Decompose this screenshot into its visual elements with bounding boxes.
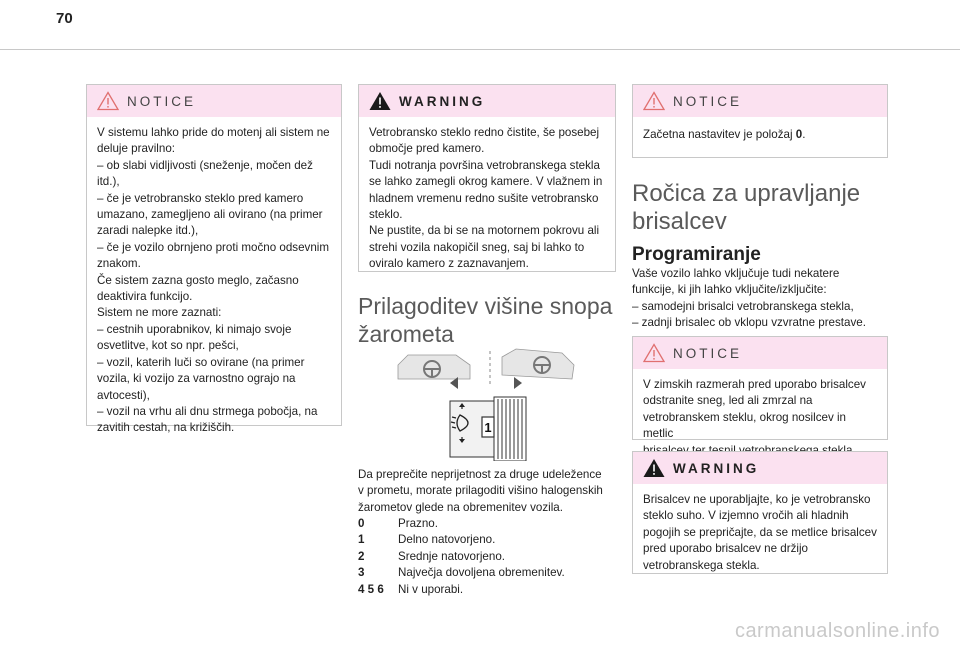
text-line: pred uporabo brisalcev ne držijo [643,542,808,556]
warning-body [633,484,887,584]
text-line: – če je vetrobransko steklo pred kamero [97,191,304,205]
notice-header [633,85,887,117]
text-line: – če je vozilo obrnjeno proti močno odsevnim [97,240,329,254]
headlamp-thumbwheel [450,397,526,461]
text-line: Vaše vozilo lahko vključuje tudi nekatere [632,267,840,280]
text-line: deaktivira funkcijo. [97,290,193,304]
warning-triangle-filled-icon [643,458,665,478]
section-heading-wipers [632,180,860,236]
subheading-programming: Programiranje [632,244,761,265]
text-line: vozila, ki vozijo za varnostno ograjo na [97,372,296,386]
warning-title: WARNING [399,94,486,109]
list-item [358,565,620,581]
headlamp-adjust-illustration [390,343,590,461]
position-key: 4 5 6 [358,582,384,596]
text-line: itd.), [97,175,120,189]
text-line: hladnem vremenu redno sušite vetrobransko [369,191,599,205]
text-line: osvetlitve, kot so npr. pešci, [97,339,239,353]
notice-header [633,337,887,369]
text-line: območje pred kamero. [369,142,485,156]
text-line: oviralo kamero z zaznavanjem. [369,257,529,271]
notice-title: NOTICE [127,94,197,109]
position-text: Delno natovorjeno. [398,533,496,547]
text-line: Če sistem zazna gosto meglo, začasno [97,273,299,287]
text-line: deluje pravilno: [97,142,175,156]
heading-line: žarometa [358,321,454,347]
notice-box-winter [632,336,888,440]
text-line: pogojih se prepričajte, da se metlice brisalcev [643,525,877,539]
text-line: Vetrobransko steklo redno čistite, še posebej [369,126,600,139]
text-line: – cestnih uporabnikov, ki nimajo svoje [97,322,292,336]
position-text: Prazno. [398,517,438,530]
text-line: v prometu, morate prilagoditi višino halogenskih [358,484,603,498]
notice-text: Začetna nastavitev je položaj [643,128,796,141]
position-list [358,516,620,598]
list-item [358,532,620,548]
notice-text-bold: 0 [795,128,803,141]
position-text: Največja dovoljena obremenitev. [398,566,565,580]
warning-box-wipers [632,451,888,574]
page-number: 70 [56,10,73,27]
text-line: zavitih cestah, na križiščih. [97,421,235,435]
text-line: se lahko zamegli okrog kamere. V vlažnem in [369,175,603,189]
car-level-left-icon [398,355,470,389]
text-line: avtocesti), [97,388,150,402]
warning-triangle-outline-icon [643,343,665,363]
text-line: – vozil, katerih luči so ovirane (na primer [97,355,305,369]
position-key: 2 [358,549,365,563]
headlamp-paragraph [358,467,620,516]
text-line: Da preprečite neprijetnost za druge udeležence [358,468,602,481]
list-item [358,582,620,598]
position-text: Ni v uporabi. [398,582,464,596]
heading-line: Ročica za upravljanje [632,180,861,207]
wipers-paragraph [632,266,902,332]
heading-line: Prilagoditev višine snopa [358,293,613,319]
section-heading-headlamp [358,292,612,348]
text-line: znakom. [97,257,141,271]
notice-text-end: . [802,128,806,141]
wheel-position-label: 1 [484,420,492,435]
text-line: – zadnji brisalec ob vklopu vzvratne prestave. [632,316,866,330]
position-text: Srednje natovorjeno. [398,549,505,563]
text-line: – ob slabi vidljivosti (sneženje, močen dež [97,158,313,172]
notice-box-initial [632,84,888,158]
text-line: steklo suho. V izjemno vročih ali hladnih [643,509,849,523]
car-level-right-icon [502,349,574,389]
watermark: carmanualsonline.info [734,620,940,642]
text-line: vetrobranskem steklu, okrog nosilcev in metlic [643,410,846,441]
warning-body [359,117,615,283]
warning-triangle-filled-icon [369,91,391,111]
text-line: vetrobranskega stekla. [643,558,760,572]
notice-body [87,117,341,447]
text-line: umazano, zamegljeno ali ovirano (na primer [97,208,323,222]
warning-header [359,85,615,117]
heading-line: brisalcev [632,208,727,235]
text-line: steklo. [369,208,403,222]
warning-triangle-outline-icon [97,91,119,111]
position-key: 0 [358,517,365,530]
list-item [358,549,620,565]
notice-header [87,85,341,117]
text-line: – vozil na vrhu ali dnu strmega pobočja, na [97,404,318,418]
text-line: odstranite sneg, led ali zmrzal na [643,394,813,408]
text-line: Sistem ne more zaznati: [97,306,222,320]
warning-header [633,452,887,484]
position-key: 1 [358,533,365,547]
text-line: funkcije, ki jih lahko vključite/izključite: [632,283,827,297]
notice-title: NOTICE [673,94,743,109]
notice-title: NOTICE [673,346,743,361]
position-key: 3 [358,566,365,580]
text-line: zaradi nalepke itd.), [97,224,199,238]
text-line: žarometov glede na obremenitev vozila. [358,500,563,514]
text-line: V zimskih razmerah pred uporabo brisalcev [643,378,866,391]
text-line: V sistemu lahko pride do motenj ali sistem ne [97,126,330,139]
notice-box-camera [86,84,342,435]
text-line: Brisalcev ne uporabljajte, ko je vetrobransko [643,493,871,506]
text-line: – samodejni brisalci vetrobranskega stekla, [632,299,854,313]
list-item [358,516,620,532]
notice-body [633,117,887,153]
text-line: Ne pustite, da bi se na motornem pokrovu ali [369,224,600,238]
header-rule [0,49,960,50]
warning-triangle-outline-icon [643,91,665,111]
warning-box-windscreen [358,84,616,272]
warning-title: WARNING [673,461,760,476]
text-line: Tudi notranja površina vetrobranskega stekla [369,158,600,172]
text-line: strehi vozila nakopičil sneg, saj bi lahko to [369,240,585,254]
